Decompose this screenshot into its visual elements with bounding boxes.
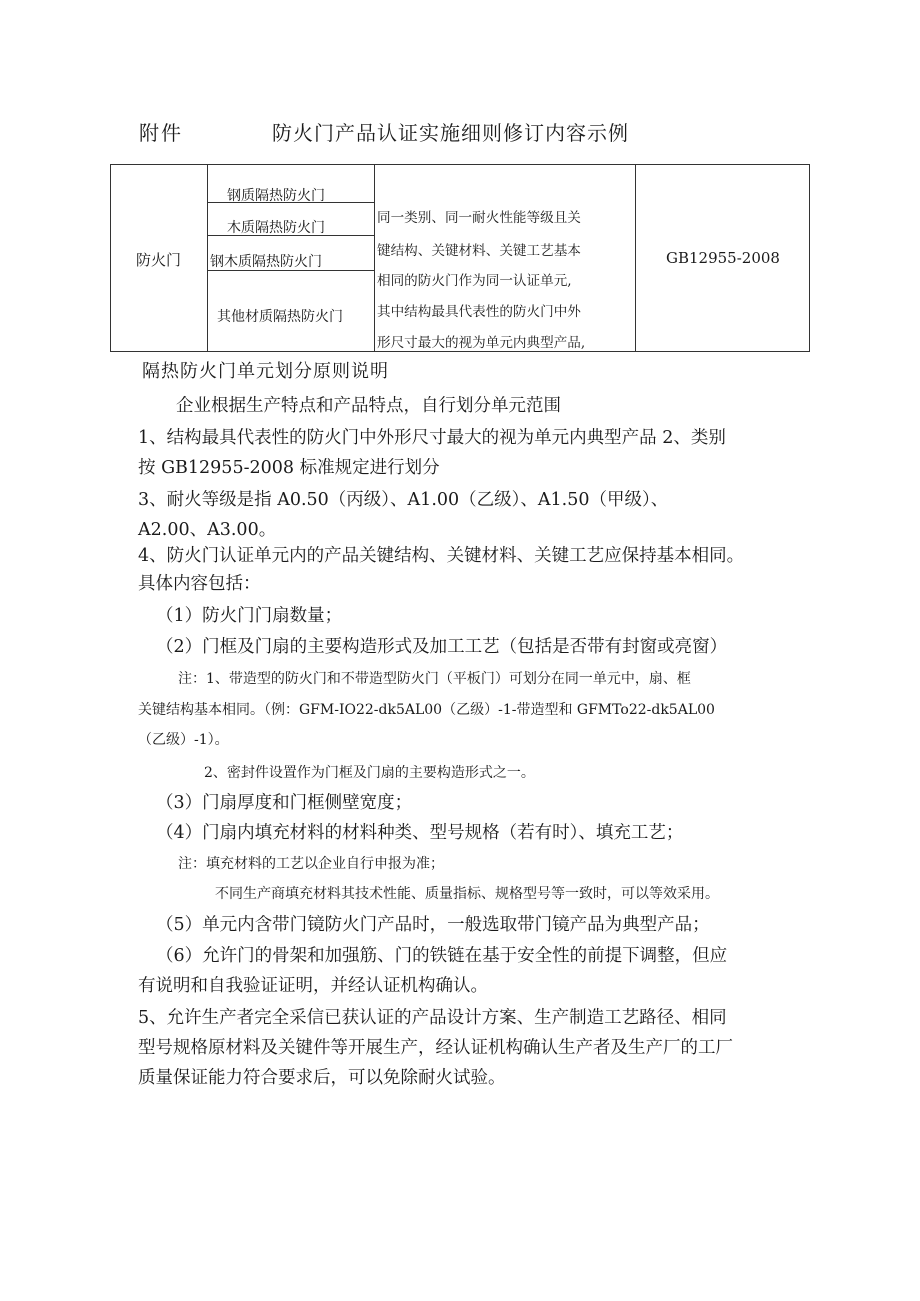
- paragraph-line: 3、耐火等级是指 A0.50（丙级）、A1.00（乙级）、A1.50（甲级）、: [138, 490, 669, 510]
- description-line: 键结构、关键材料、关键工艺基本: [377, 243, 581, 259]
- note-line: 关键结构基本相同。（例：GFM-IO22-dk5AL00（乙级）-1-带造型和 GFMTo22-dk5AL00: [138, 702, 715, 718]
- table-divider: [635, 165, 636, 351]
- product-cell: 木质隔热防火门: [227, 220, 325, 236]
- list-item: （5）单元内含带门镜防火门产品时，一般选取带门镜产品为典型产品；: [156, 915, 710, 935]
- paragraph-line: 5、允许生产者完全采信已获认证的产品设计方案、生产制造工艺路径、相同: [138, 1008, 727, 1028]
- table-divider: [374, 165, 375, 351]
- description-line: 其中结构最具代表性的防火门中外: [377, 304, 581, 320]
- list-item: （3）门扇厚度和门框侧壁宽度；: [156, 793, 413, 813]
- note-line: （乙级）-1）。: [138, 732, 229, 748]
- description-line: 相同的防火门作为同一认证单元,: [377, 273, 572, 289]
- note-line: 2、密封件设置作为门框及门扇的主要构造形式之一。: [204, 765, 535, 781]
- paragraph-line: 具体内容包括：: [138, 574, 261, 594]
- section-title: 隔热防火门单元划分原则说明: [142, 361, 389, 382]
- paragraph-line: 型号规格原材料及关键件等开展生产，经认证机构确认生产者及生产厂的工厂: [138, 1038, 733, 1058]
- intro-paragraph: 企业根据生产特点和产品特点，自行划分单元范围: [176, 396, 561, 416]
- paragraph-line: 4、防火门认证单元内的产品关键结构、关键材料、关键工艺应保持基本相同。: [138, 546, 745, 566]
- list-item: （6）允许门的骨架和加强筋、门的铁链在基于安全性的前提下调整，但应: [156, 946, 728, 966]
- unit-table: [110, 164, 810, 352]
- category-cell: 防火门: [136, 251, 182, 269]
- note-line: 注：1、带造型的防火门和不带造型防火门（平板门）可划分在同一单元中，扇、框: [178, 671, 691, 687]
- list-item: （4）门扇内填充材料的材料种类、型号规格（若有时）、填充工艺；: [156, 823, 684, 843]
- list-item: （2）门框及门扇的主要构造形式及加工工艺（包括是否带有封窗或亮窗）: [156, 637, 728, 657]
- standard-cell: GB12955-2008: [666, 249, 780, 267]
- page-title: 防火门产品认证实施细则修订内容示例: [272, 121, 629, 145]
- attachment-label: 附件: [139, 121, 183, 145]
- list-item: （1）防火门门扇数量；: [156, 606, 343, 626]
- table-divider: [207, 165, 208, 351]
- product-cell: 钢木质隔热防火门: [210, 254, 322, 270]
- description-line: 形尺寸最大的视为单元内典型产品,: [377, 335, 586, 351]
- paragraph-line: 按 GB12955-2008 标准规定进行划分: [138, 458, 440, 478]
- paragraph-line: 质量保证能力符合要求后，可以免除耐火试验。: [138, 1068, 506, 1088]
- paragraph-line: A2.00、A3.00。: [138, 520, 277, 540]
- note-line: 注：填充材料的工艺以企业自行申报为准；: [178, 856, 444, 872]
- description-line: 同一类别、同一耐火性能等级且关: [377, 210, 581, 226]
- product-cell: 其他材质隔热防火门: [217, 309, 343, 325]
- paragraph-line: 有说明和自我验证证明，并经认证机构确认。: [138, 976, 488, 996]
- note-line: 不同生产商填充材料其技术性能、质量指标、规格型号等一致时，可以等效采用。: [215, 886, 719, 902]
- paragraph-line: 1、结构最具代表性的防火门中外形尺寸最大的视为单元内典型产品 2、类别: [138, 428, 726, 448]
- product-cell: 钢质隔热防火门: [227, 188, 325, 204]
